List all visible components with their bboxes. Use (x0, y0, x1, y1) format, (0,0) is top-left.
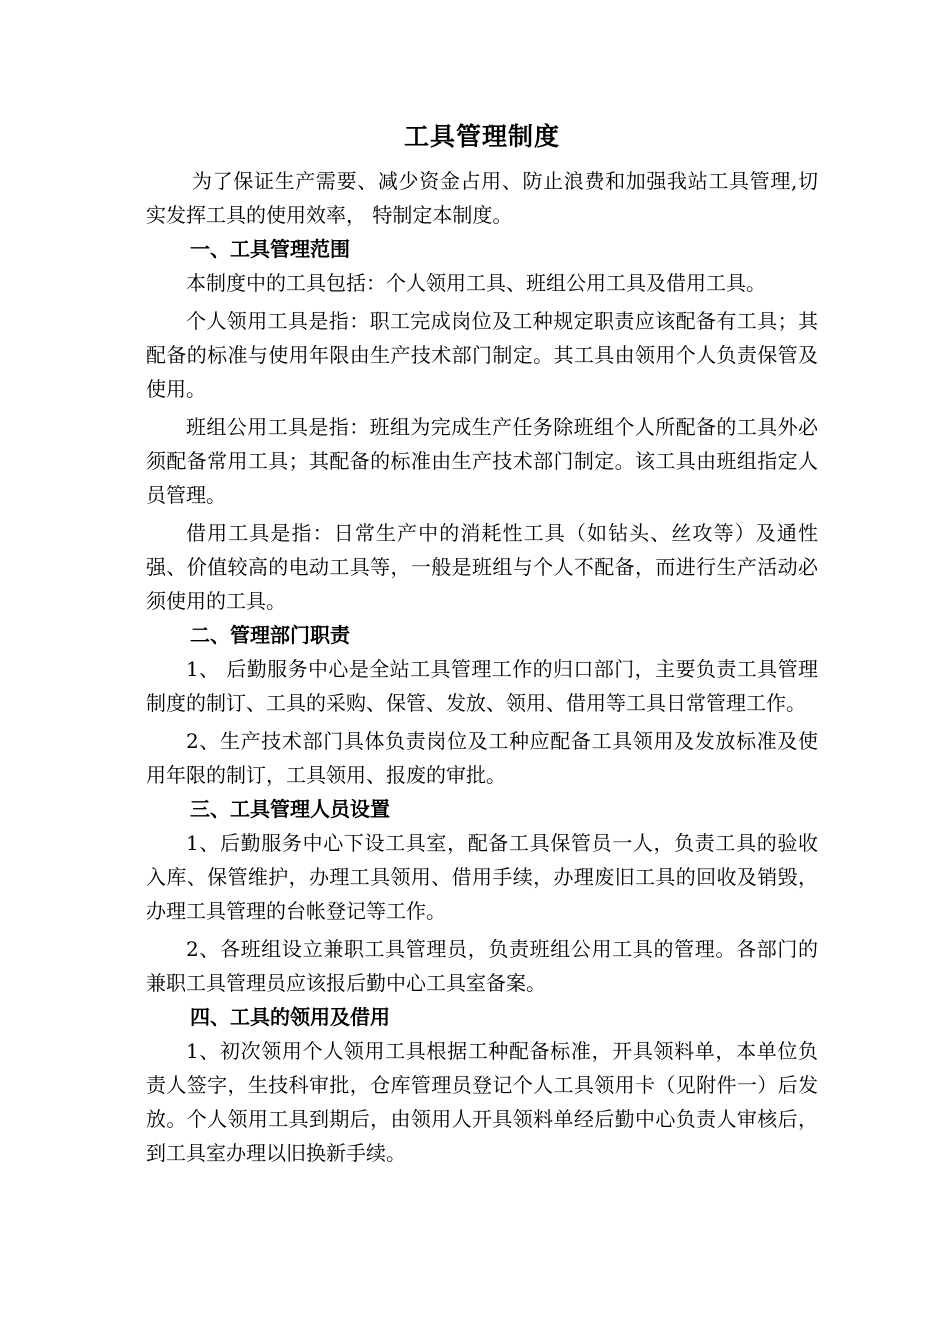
intro-paragraph: 为了保证生产需要、减少资金占用、防止浪费和加强我站工具管理,切实发挥工具的使用效率， 特制定本制度。 (146, 169, 818, 227)
section-paragraph: 2、各班组设立兼职工具管理员，负责班组公用工具的管理。各部门的兼职工具管理员应该报后勤中心工具室备案。 (146, 937, 818, 995)
section-paragraph: 1、后勤服务中心下设工具室，配备工具保管员一人，负责工具的验收入库、保管维护，办理工具领用、借用手续，办理废旧工具的回收及销毁，办理工具管理的台帐登记等工作。 (146, 831, 818, 923)
section-heading: 四、工具的领用及借用 (190, 1005, 390, 1029)
section-heading: 三、工具管理人员设置 (190, 797, 390, 821)
document-page (146, 118, 818, 1170)
section-paragraph: 1、 后勤服务中心是全站工具管理工作的归口部门，主要负责工具管理制度的制订、工具的采购、保管、发放、领用、借用等工具日常管理工作。 (146, 657, 818, 715)
section-responsibilities (146, 618, 818, 792)
section-borrowing (146, 1000, 818, 1170)
section-paragraph: 个人领用工具是指：职工完成岗位及工种规定职责应该配备有工具；其配备的标准与使用年限由生产技术部门制定。其工具由领用个人负责保管及使用。 (146, 309, 818, 401)
section-heading: 二、管理部门职责 (190, 623, 350, 647)
document-title: 工具管理制度 (403, 122, 560, 151)
section-paragraph: 本制度中的工具包括：个人领用工具、班组公用工具及借用工具。 (186, 271, 766, 295)
section-heading: 一、工具管理范围 (190, 237, 350, 261)
section-personnel (146, 792, 818, 1000)
section-paragraph: 班组公用工具是指：班组为完成生产任务除班组个人所配备的工具外必须配备常用工具；其配备的标准由生产技术部门制定。该工具由班组指定人员管理。 (146, 415, 818, 507)
section-scope (146, 232, 818, 618)
section-paragraph: 借用工具是指：日常生产中的消耗性工具（如钻头、丝攻等）及通性强、价值较高的电动工具等，一般是班组与个人不配备，而进行生产活动必须使用的工具。 (146, 521, 818, 613)
section-paragraph: 1、初次领用个人领用工具根据工种配备标准，开具领料单，本单位负责人签字，生技科审批，仓库管理员登记个人工具领用卡（见附件一）后发放。个人领用工具到期后，由领用人开具领料单经后勤中心负责人审核后，到工具室办理以旧换新手续。 (146, 1039, 818, 1165)
section-paragraph: 2、生产技术部门具体负责岗位及工种应配备工具领用及发放标准及使用年限的制订，工具领用、报废的审批。 (146, 729, 818, 787)
